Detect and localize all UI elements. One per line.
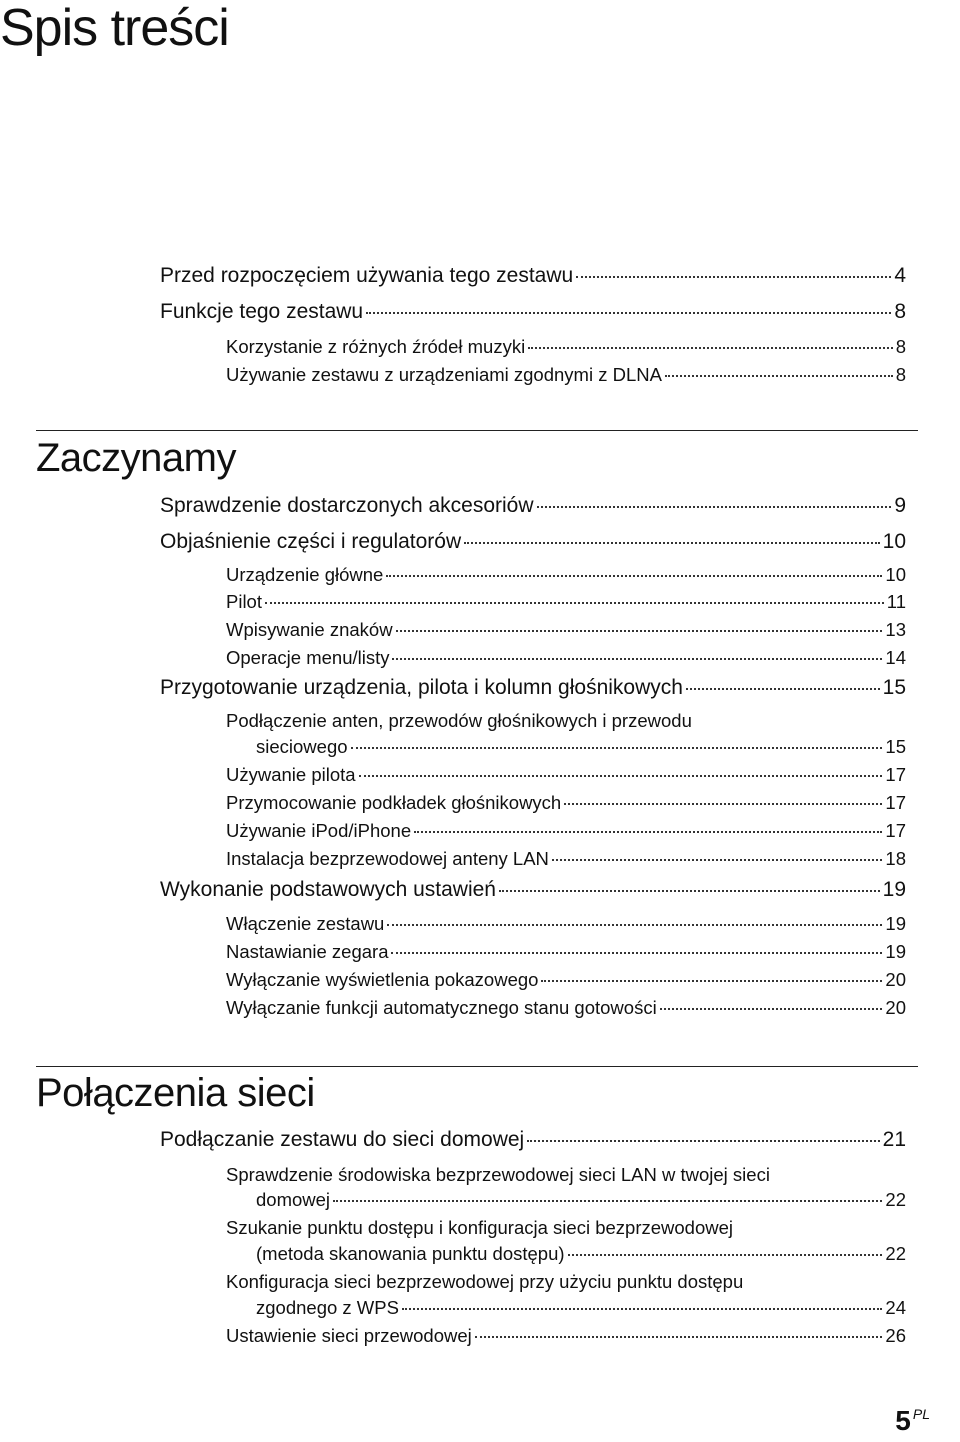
toc-entry-page: 22 [885,1189,906,1210]
toc-entry[interactable] [160,300,906,324]
dot-leader [359,775,883,777]
dot-leader [660,1008,883,1010]
dot-leader [568,1254,883,1256]
toc-entry-page: 24 [885,1297,906,1318]
toc-subentry[interactable] [226,820,906,842]
toc-subentry[interactable] [256,1243,906,1265]
dot-leader [541,980,882,982]
toc-entry-page: 15 [885,736,906,757]
toc-entry-label: Przed rozpoczęciem używania tego zestawu [160,264,574,287]
toc-entry-label: Wyłączanie funkcji automatycznego stanu gotowości [226,997,657,1018]
dot-leader [386,575,882,577]
toc-entry-page: 8 [894,300,906,323]
toc-entry-page: 17 [885,820,906,841]
dot-leader [475,1336,883,1338]
toc-entry-page: 15 [882,676,906,699]
section-title-polaczenia-sieci: Połączenia sieci [36,1071,315,1115]
section-divider [36,1066,918,1067]
toc-entry-label: Przygotowanie urządzenia, pilota i kolumn głośnikowych [160,676,683,699]
toc-entry-page: 14 [885,647,906,668]
dot-leader [351,747,883,749]
toc-subentry-first-line[interactable]: Podłączenie anten, przewodów głośnikowych i przewodu [226,710,692,731]
toc-entry-page: 17 [885,764,906,785]
dot-leader [414,831,882,833]
dot-leader [464,542,879,544]
dot-leader [564,803,882,805]
toc-entry-page: 26 [885,1325,906,1346]
dot-leader [387,924,882,926]
dot-leader [528,347,893,349]
dot-leader [333,1200,882,1202]
page-number-value: 5 [895,1405,911,1436]
toc-subentry[interactable] [256,1297,906,1319]
toc-entry-label: Funkcje tego zestawu [160,300,364,323]
dot-leader [527,1140,879,1142]
toc-entry-label: zgodnego z WPS [256,1297,399,1318]
toc-entry-page: 19 [885,941,906,962]
toc-entry[interactable] [160,1128,906,1152]
toc-subentry-first-line[interactable]: Szukanie punktu dostępu i konfiguracja sieci bezprzewodowej [226,1217,733,1238]
dot-leader [396,630,883,632]
toc-subentry[interactable] [226,913,906,935]
toc-entry-label: Używanie zestawu z urządzeniami zgodnymi z DLNA [226,364,662,385]
toc-subentry[interactable] [256,736,906,758]
dot-leader [265,602,884,604]
toc-entry-label: Używanie iPod/iPhone [226,820,412,841]
dot-leader [499,890,880,892]
toc-entry-label: Pilot [226,591,262,612]
toc-entry-page: 8 [895,336,906,357]
toc-subentry-first-line[interactable]: Konfiguracja sieci bezprzewodowej przy użyciu punktu dostępu [226,1271,744,1292]
toc-entry-page: 8 [895,364,906,385]
toc-entry-label: Korzystanie z różnych źródeł muzyki [226,336,526,357]
dot-leader [402,1308,882,1310]
toc-subentry[interactable] [226,1325,906,1347]
dot-leader [686,688,880,690]
toc-subentry[interactable] [256,1189,906,1211]
page-number [895,1406,930,1436]
dot-leader [537,506,892,508]
dot-leader [576,276,891,278]
toc-entry-page: 21 [882,1128,906,1151]
toc-entry-page: 10 [885,564,906,585]
toc-entry-label: sieciowego [256,736,348,757]
toc-entry-page: 11 [886,591,906,612]
toc-entry-label: Wyłączanie wyświetlenia pokazowego [226,969,539,990]
toc-subentry[interactable] [226,647,906,669]
page-title: Spis treści [0,0,229,57]
toc-entry[interactable] [160,676,906,700]
toc-entry-page: 18 [885,848,906,869]
toc-entry-label: Używanie pilota [226,764,356,785]
dot-leader [665,375,893,377]
toc-subentry[interactable] [226,619,906,641]
toc-subentry[interactable] [226,764,906,786]
toc-entry[interactable] [160,878,906,902]
toc-subentry[interactable] [226,591,906,613]
toc-entry-page: 19 [882,878,906,901]
toc-entry-label: Instalacja bezprzewodowej anteny LAN [226,848,549,869]
toc-entry-page: 17 [885,792,906,813]
toc-entry-page: 20 [885,969,906,990]
toc-entry-label: Urządzenie główne [226,564,384,585]
dot-leader [366,312,891,314]
toc-entry-page: 9 [894,494,906,517]
dot-leader [392,658,882,660]
toc-entry[interactable] [160,264,906,288]
toc-subentry[interactable] [226,997,906,1019]
toc-entry-label: Ustawienie sieci przewodowej [226,1325,472,1346]
toc-subentry[interactable] [226,364,906,386]
toc-subentry[interactable] [226,941,906,963]
toc-subentry-first-line[interactable]: Sprawdzenie środowiska bezprzewodowej sieci LAN w twojej sieci [226,1164,770,1185]
toc-subentry[interactable] [226,969,906,991]
toc-subentry[interactable] [226,848,906,870]
toc-entry-label: Nastawianie zegara [226,941,389,962]
toc-entry-label: Wpisywanie znaków [226,619,393,640]
toc-entry-label: Przymocowanie podkładek głośnikowych [226,792,562,813]
language-code: PL [912,1406,930,1422]
toc-entry-page: 20 [885,997,906,1018]
section-divider [36,430,918,431]
section-title-zaczynamy: Zaczynamy [36,436,236,480]
dot-leader [391,952,882,954]
toc-entry-label: Objaśnienie części i regulatorów [160,530,462,553]
toc-entry-page: 4 [894,264,906,287]
toc-entry-page: 13 [885,619,906,640]
toc-entry[interactable] [160,494,906,518]
toc-subentry[interactable] [226,564,906,586]
toc-entry-page: 19 [885,913,906,934]
toc-entry-label: Operacje menu/listy [226,647,390,668]
dot-leader [552,859,883,861]
toc-subentry[interactable] [226,792,906,814]
toc-entry-page: 10 [882,530,906,553]
toc-entry-page: 22 [885,1243,906,1264]
toc-entry[interactable] [160,530,906,554]
toc-entry-label: Wykonanie podstawowych ustawień [160,878,496,901]
toc-entry-label: domowej [256,1189,331,1210]
toc-entry-label: Sprawdzenie dostarczonych akcesoriów [160,494,534,517]
toc-entry-label: Podłączanie zestawu do sieci domowej [160,1128,525,1151]
toc-entry-label: (metoda skanowania punktu dostępu) [256,1243,565,1264]
toc-entry-label: Włączenie zestawu [226,913,385,934]
toc-subentry[interactable] [226,336,906,358]
